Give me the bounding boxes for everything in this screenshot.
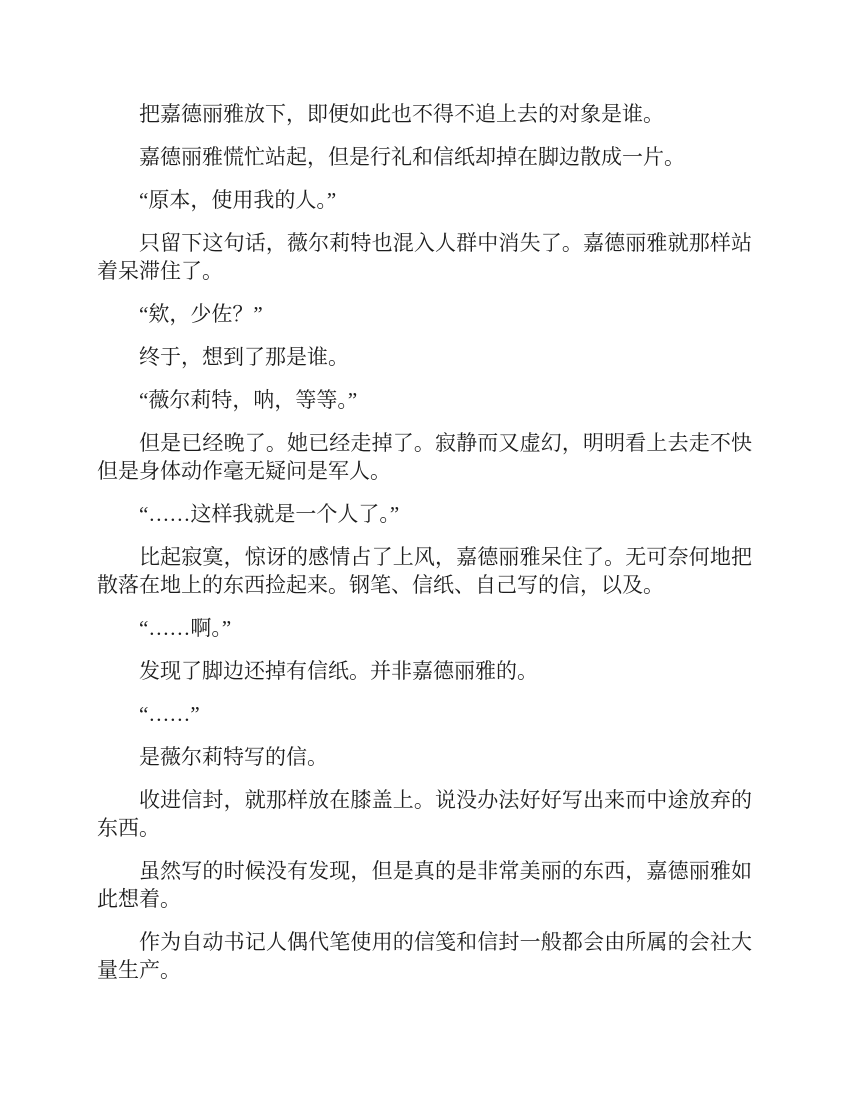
paragraph: 发现了脚边还掉有信纸。并非嘉德丽雅的。 [139, 659, 538, 683]
paragraph: 虽然写的时候没有发现，但是真的是非常美丽的东西，嘉德丽雅如此想着。 [97, 859, 752, 911]
paragraph-dialogue: “薇尔莉特，呐，等等。” [139, 388, 358, 412]
paragraph: 收进信封，就那样放在膝盖上。说没办法好好写出来而中途放弃的东西。 [97, 788, 752, 840]
paragraph: 是薇尔莉特写的信。 [139, 745, 328, 769]
paragraph: 作为自动书记人偶代笔使用的信笺和信封一般都会由所属的会社大量生产。 [97, 930, 752, 982]
paragraph-dialogue: “……这样我就是一个人了。” [139, 502, 400, 526]
paragraph: 但是已经晚了。她已经走掉了。寂静而又虚幻，明明看上去走不快但是身体动作毫无疑问是军人。 [97, 431, 752, 483]
paragraph: 把嘉德丽雅放下，即便如此也不得不追上去的对象是谁。 [139, 102, 664, 126]
paragraph-dialogue: “……” [139, 702, 200, 726]
paragraph-dialogue: “……啊。” [139, 616, 232, 640]
paragraph: 只留下这句话，薇尔莉特也混入人群中消失了。嘉德丽雅就那样站着呆滞住了。 [97, 231, 752, 283]
paragraph: 嘉德丽雅慌忙站起，但是行礼和信纸却掉在脚边散成一片。 [139, 145, 685, 169]
paragraph: 终于，想到了那是谁。 [139, 345, 349, 369]
paragraph-dialogue: “欸，少佐？” [139, 302, 263, 326]
text-block [97, 100, 752, 999]
paragraph-dialogue: “原本，使用我的人。” [139, 188, 337, 212]
paragraph: 比起寂寞，惊讶的感情占了上风，嘉德丽雅呆住了。无可奈何地把散落在地上的东西捡起来。钢笔、信纸、自己写的信，以及。 [97, 545, 752, 597]
